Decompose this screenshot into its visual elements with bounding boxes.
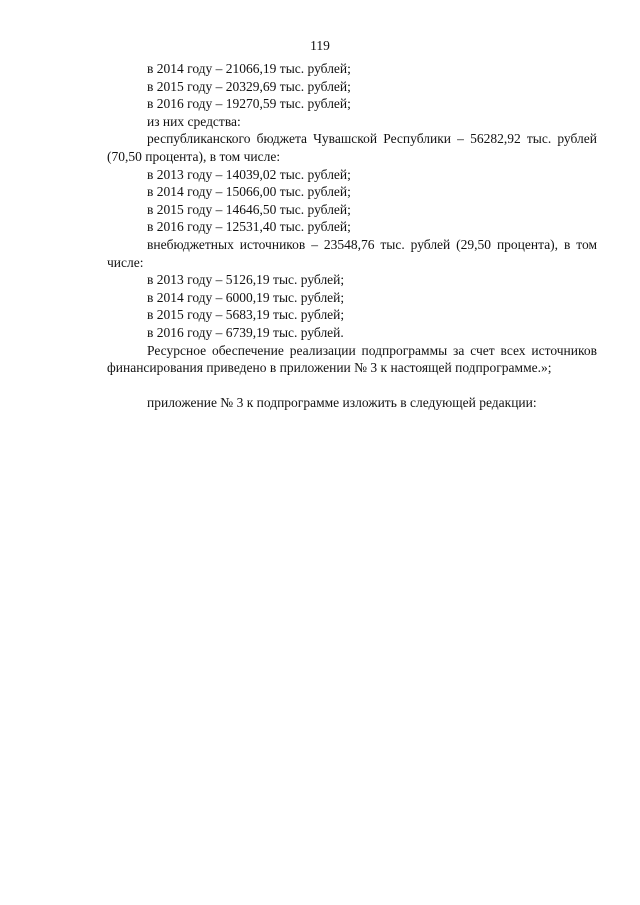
paragraph-republic-budget: республиканского бюджета Чувашской Республики – 56282,92 тыс. рублей (70,50 процента), в том числе: <box>107 131 597 164</box>
paragraph-funds-header: из них средства: <box>147 113 241 129</box>
paragraph-2015-total: в 2015 году – 20329,69 тыс. рублей; <box>147 78 351 94</box>
paragraph-appendix-instruction: приложение № 3 к подпрограмме изложить в следующей редакции: <box>147 395 537 411</box>
paragraph-2016-total: в 2016 году – 19270,59 тыс. рублей; <box>147 96 351 112</box>
paragraph-extrabudgetary-2015: в 2015 году – 5683,19 тыс. рублей; <box>147 307 345 323</box>
paragraph-extrabudgetary-2016: в 2016 году – 6739,19 тыс. рублей. <box>147 324 344 340</box>
page-number: 119 <box>310 38 330 53</box>
paragraph-republic-2014: в 2014 году – 15066,00 тыс. рублей; <box>147 184 351 200</box>
paragraph-extrabudgetary-2014: в 2014 году – 6000,19 тыс. рублей; <box>147 289 345 305</box>
paragraph-republic-2016: в 2016 году – 12531,40 тыс. рублей; <box>147 219 351 235</box>
paragraph-republic-2015: в 2015 году – 14646,50 тыс. рублей; <box>147 201 351 217</box>
paragraph-republic-2013: в 2013 году – 14039,02 тыс. рублей; <box>147 166 351 182</box>
paragraph-extrabudgetary: внебюджетных источников – 23548,76 тыс. рублей (29,50 процента), в том числе: <box>107 236 597 270</box>
paragraph-spacer <box>107 377 597 395</box>
paragraph-extrabudgetary-2013: в 2013 году – 5126,19 тыс. рублей; <box>147 272 345 288</box>
paragraph-2014-total: в 2014 году – 21066,19 тыс. рублей; <box>147 61 351 76</box>
paragraph-resource-provision: Ресурсное обеспечение реализации подпрограммы за счет всех источников финансирования приведено в приложении № 3 к настоящей подпрограмме.»; <box>107 342 597 376</box>
document-body <box>107 60 597 412</box>
